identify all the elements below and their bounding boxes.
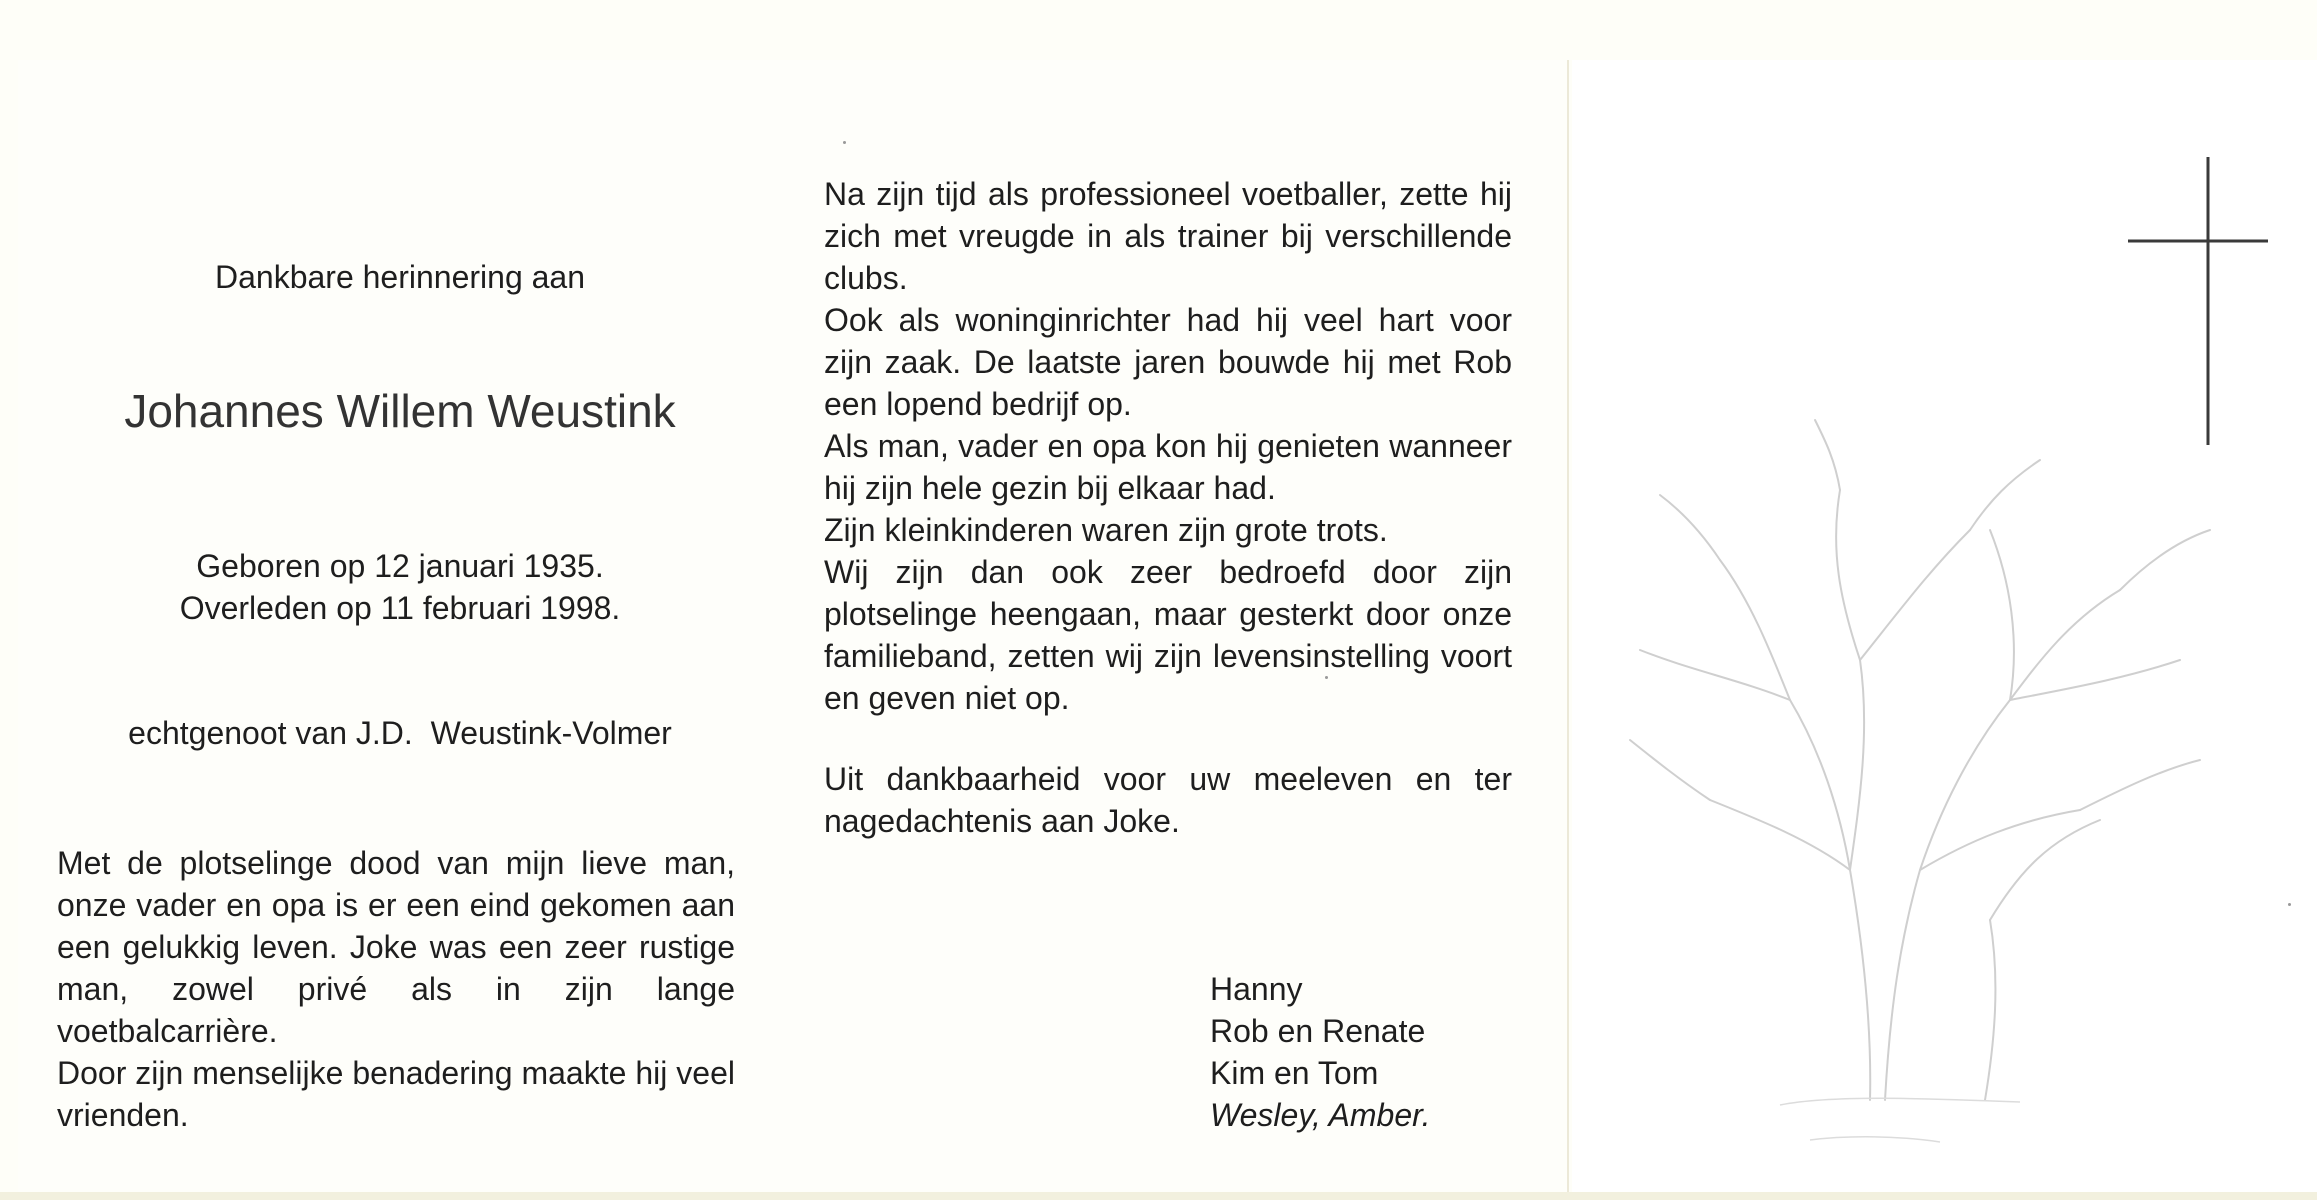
death-date: Overleden op 11 februari 1998. — [179, 590, 621, 626]
signature-line: Wesley, Amber. — [1210, 1097, 1431, 1133]
life-dates — [80, 545, 720, 629]
paper-speck — [1325, 676, 1328, 679]
paragraph-text: Zijn kleinkinderen waren zijn grote trots. — [824, 512, 1388, 548]
paragraph-text: Als man, vader en opa kon hij genieten wanneer hij zijn hele gezin bij elkaar had. — [824, 428, 1512, 506]
paper-speck — [843, 141, 846, 144]
birth-date: Geboren op 12 januari 1935. — [196, 548, 604, 584]
paper-speck — [2288, 903, 2291, 906]
thanks-paragraph — [824, 758, 1512, 842]
paragraph-text: Met de plotselinge dood van mijn lieve man, onze vader en opa is er een eind gekomen aan een gelukkig leven. Joke was een zeer rustige man, zowel privé als in zijn lange voetbalcarrière. — [57, 845, 735, 1049]
memorial-paragraph-2 — [824, 173, 1512, 719]
card-fold — [1567, 60, 1569, 1195]
paragraph-text: Wij zijn dan ook zeer bedroefd door zijn plotselinge heengaan, maar gesterkt door onze familieband, zetten wij zijn levensinstelling voort en geven niet op. — [824, 554, 1512, 716]
spouse-text: echtgenoot van J.D. Weustink-Volmer — [128, 715, 672, 751]
paragraph-text: Na zijn tijd als professioneel voetballer, zette hij zich met vreugde in als trainer bij verschillende clubs. — [824, 176, 1512, 296]
deceased-name: Johannes Willem Weustink — [124, 385, 676, 437]
intro-text: Dankbare herinnering aan — [214, 259, 586, 295]
tree-illustration — [1600, 400, 2280, 1160]
card-edge — [0, 1192, 2317, 1200]
thanks-text: Uit dankbaarheid voor uw meeleven en ter nagedachtenis aan Joke. — [824, 761, 1512, 839]
signature-line: Hanny — [1210, 971, 1303, 1007]
paragraph-text: Ook als woninginrichter had hij veel hart voor zijn zaak. De laatste jaren bouwde hij met Rob een lopend bedrijf op. — [824, 302, 1512, 422]
spouse-line — [50, 715, 750, 752]
signature-line: Kim en Tom — [1210, 1055, 1379, 1091]
memorial-paragraph-1 — [57, 842, 735, 1136]
signature-line: Rob en Renate — [1210, 1013, 1426, 1049]
paragraph-text: Door zijn menselijke benadering maakte hij veel vrienden. — [57, 1055, 735, 1133]
signature-block — [1210, 968, 1431, 1136]
